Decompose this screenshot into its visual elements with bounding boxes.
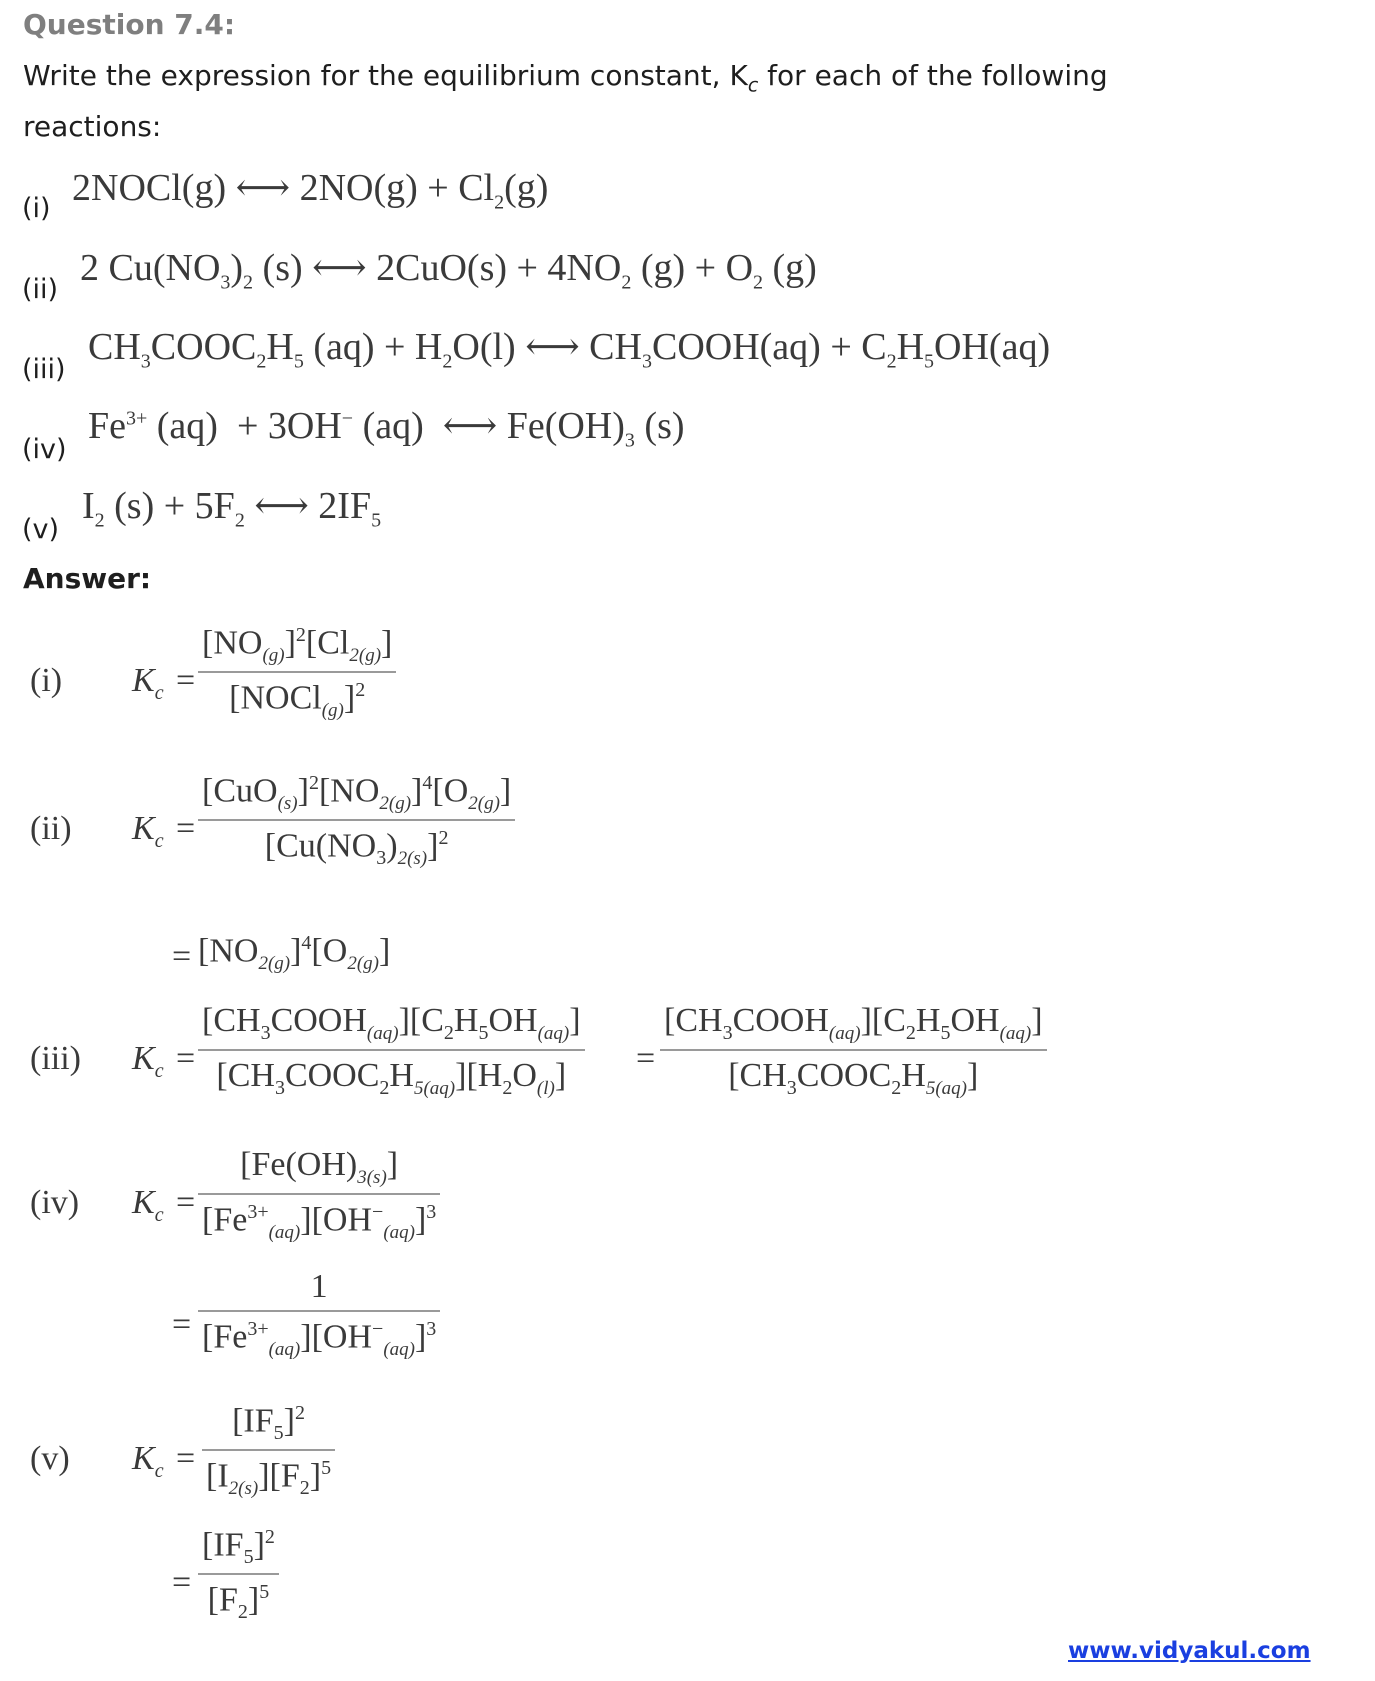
- equals-sign: =: [176, 1440, 196, 1477]
- reaction-equation: $I_2$ $(s) + 5F_2$ ⟷ $2IF_5$: [82, 485, 382, 532]
- kc-expression: $[IF_5]^2$ $[I_{2(s)}][F_2]^5$: [202, 1402, 335, 1500]
- equals-sign: =: [172, 938, 192, 975]
- answer-heading: Answer:: [23, 562, 152, 595]
- kc-expression-simplified: 1 $[Fe^{3+}_{(aq)}][OH^-_{(aq)}]^3$: [198, 1268, 440, 1361]
- kc-expression-simplified: $[NO_{2(g)}]^4[O_{2(g)}]$: [198, 932, 391, 975]
- kc-symbol: $K_c$: [132, 1040, 164, 1082]
- reaction-label: (v): [22, 514, 60, 545]
- answer-label: (i): [30, 662, 63, 699]
- equals-sign: =: [176, 810, 196, 847]
- reaction-label: (iii): [22, 354, 66, 385]
- kc-symbol: $K_c$: [132, 810, 164, 852]
- equals-sign: =: [172, 1306, 192, 1343]
- equals-sign: =: [176, 1184, 196, 1221]
- kc-expression: $[Fe(OH)_{3(s)}]$ $[Fe^{3+}_{(aq)}][OH^-_{(aq)}]^3$: [198, 1146, 440, 1244]
- kc-symbol: $K_c$: [132, 662, 164, 704]
- answer-label: (ii): [30, 810, 72, 847]
- kc-expression-simplified: $[IF_5]^2$ $[F_2]^5$: [198, 1526, 279, 1624]
- answer-label: (v): [30, 1440, 70, 1477]
- kc-expression-simplified: $[CH_3COOH_{(aq)}][C_2H_5OH_{(aq)}]$ $[CH_3COOC_2H_{5(aq)}]$: [660, 1002, 1047, 1100]
- reaction-equation: 2NOCl(g) ⟷ $2NO(g) + Cl_2(g)$: [72, 167, 549, 214]
- answer-label: (iii): [30, 1040, 81, 1077]
- question-text-line1: Write the expression for the equilibrium constant, $K_c$ for each of the following: [23, 59, 1108, 97]
- question-text-line2: reactions:: [23, 110, 162, 143]
- answer-label: (iv): [30, 1184, 80, 1221]
- reaction-label: (iv): [22, 434, 67, 465]
- reaction-equation: $Fe^{3+}$ (aq) + 3OH− (aq) ⟷ $Fe(OH)_3$ (s): [88, 405, 685, 452]
- kc-expression: $[NO_{(g)}]^2[Cl_{2(g)}]$ [NOCl$_{(g)}$]$^2$: [198, 624, 396, 722]
- equals-sign: =: [176, 1040, 196, 1077]
- equals-sign: =: [176, 662, 196, 699]
- kc-symbol: $K_c$: [132, 1440, 164, 1482]
- equals-sign: =: [172, 1564, 192, 1601]
- kc-symbol: $K_c$: [132, 1184, 164, 1226]
- reaction-label: (ii): [22, 274, 59, 305]
- reaction-label: (i): [22, 193, 51, 224]
- vidyakul-link[interactable]: www.vidyakul.com: [1068, 1638, 1311, 1664]
- kc-expression: $[CuO_{(s)}]^2[NO_{2(g)}]^4[O_{2(g)}]$ $[Cu(NO_3)_{2(s)}]^2$: [198, 772, 515, 870]
- question-title: Question 7.4:: [23, 8, 236, 41]
- reaction-equation: $CH_3COOC_2H_5$ $(aq) + H_2O(l)$ ⟷ $CH_3COOH(aq) + C_2H_5OH(aq)$: [88, 326, 1051, 373]
- equals-sign: =: [636, 1040, 656, 1077]
- kc-expression: $[CH_3COOH_{(aq)}][C_2H_5OH_{(aq)}]$ $[CH_3COOC_2H_{5(aq)}][H_2O_{(l)}]$: [198, 1002, 585, 1100]
- reaction-equation: 2 $Cu(NO_3)_2$ (s) ⟷ $2CuO(s) + 4NO_2$ $(g) + O_2$ (g): [80, 247, 817, 294]
